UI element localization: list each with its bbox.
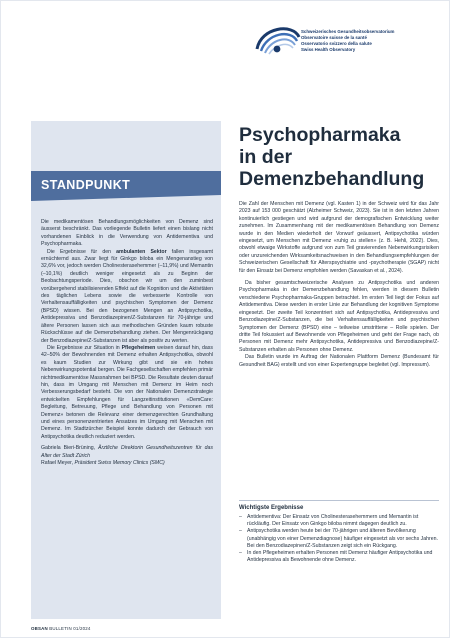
footer-issue: BULLETIN 01/2024	[47, 626, 91, 631]
author-name: Rafael Meyer,	[41, 460, 75, 466]
footer-label	[31, 626, 91, 631]
title-line-3: Demenzbehandlung	[239, 168, 425, 190]
key-results-list	[239, 514, 439, 564]
standpunkt-paragraph-1: Die medikamentösen Behandlungsmöglichkeiten von Demenz sind äusserst beschränkt. Das vorliegende Bulletin liefert einen bislang nicht vorhandenen Einblick in die Verwendung von Antidementiva und Psychopharmaka.	[41, 219, 213, 248]
standpunkt-text	[41, 219, 213, 467]
bold-pflegeheime: Pflegeheimen	[121, 344, 156, 351]
logo-line-2: Observatoire suisse de la santé	[301, 35, 367, 40]
text-span: Die Ergebnisse zur Situation in	[47, 344, 122, 351]
list-item: – Antidementiva: Der Einsatz von Cholinesterasehemmern und Memantin ist rückläufig. Der Einsatz von Ginkgo biloba nimmt dagegen deutlich zu.	[239, 514, 439, 528]
key-results-box	[239, 500, 439, 564]
page-title	[239, 124, 439, 190]
logo-text	[301, 29, 394, 53]
author-1	[41, 445, 213, 460]
key-results-heading: Wichtigste Ergebnisse	[239, 505, 304, 511]
text-span: Die Ergebnisse für den	[47, 248, 117, 255]
list-item: – In den Pflegeheimen erhalten Personen mit Demenz häufiger Antipsychotika und Antidepressiva als Bewohnende ohne Demenz.	[239, 550, 439, 564]
standpunkt-paragraph-3	[41, 345, 213, 441]
title-line-2: in der	[239, 146, 293, 168]
standpunkt-heading: STANDPUNKT	[41, 178, 131, 192]
author-role: Ärztliche Direktorin Gesundheitszentren für das Alter der Stadt Zürich	[41, 445, 213, 459]
author-role: Präsident Swiss Memory Clinics (SMC)	[74, 460, 165, 466]
main-text	[239, 201, 439, 369]
obsan-swirl-icon	[253, 19, 301, 67]
main-paragraph-1: Die Zahl der Menschen mit Demenz (vgl. Kasten 1) in der Schweiz wird für das Jahr 2023 auf 153 000 geschätzt (Alzheimer Schweiz, 2023). Sie ist in den letzten Jahren kontinuierlich gestiegen und wird aufgrund der demografischen Entwicklung weiter zunehmen. Im Zusammenhang mit der medikamentösen Behandlung von Demenz wurde in den Medien wiederholt der Vorwurf geäussert, Antipsychotika würden eingesetzt, um Menschen mit Demenz «ruhig zu stellen» (z. B. Hehli, 2022). Dies, obwohl etwaige Wirkstoffe aufgrund von zum Teil gravierenden Nebenwirkungsrisiken oder unzureichenden Wirksamkeitsnachweisen in den Behandlungsempfehlungen der Schweizerischen Gesellschaft für Alterspsychiatrie und -psychotherapie (SGAP) nicht für den Einsatz bei Demenz empfohlen werden (Savaskan et al., 2024).	[239, 201, 439, 274]
title-line-1: Psychopharmaka	[239, 124, 401, 146]
logo-line-4: Swiss Health Observatory	[301, 47, 356, 52]
main-paragraph-3: Das Bulletin wurde im Auftrag der Nationalen Plattform Demenz (Bundesamt für Gesundheit BAG) erstellt und von einer Expertengruppe begleitet (vgl. Impressum).	[239, 354, 439, 368]
text-span: fallen insgesamt ernüchternd aus. Zwar liegt für Ginkgo biloba ein Mengenanstieg von 32,6% vor, jedoch werden Cholinesterasehemmer (–11,9%) und Memantin (–10,1%) deutlich weniger eingesetzt als zu Beginn der Beobachtungsperiode. Dies, obschon wir um den zuminbest vorübergehend stabilisierenden Effekt auf die Kognition und die Aktivitäten des täglichen Lebens sowie die verbesserte Kontrolle von Verhaltensauffälligkeiten und psychischen Symptomen der Demenz (BPSD) wissen. Bei den bezogenen Mengen an Antipsychotika, Antidepressiva und Benzodiazepinen/Z-Substanzen für 70-jährige und ältere Personen lassen sich aus methodischen Gründen kaum robuste Rückschlüsse auf die Demenzbehandlung ziehen. Der Mengenrückgang der Benzodiazepine/Z-Substanzen ist aber als positiv zu werten.	[41, 248, 213, 344]
logo-line-3: Osservatorio svizzero della salute	[301, 41, 372, 46]
list-item: – Antipsychotika werden heute bei der 70-jährigen und älteren Bevölkerung (unabhängig von einer Demenzdiagnose) häufiger eingesetzt als vor sechs Jahren. Bei den Benzodiazepinen/Z-Substanzen zeigt sich ein Rückgang.	[239, 528, 439, 550]
author-name: Gabriela Bieri-Brüning,	[41, 445, 99, 452]
author-2	[41, 460, 213, 467]
text-span: weisen darauf hin, dass 42–50% der Bewohnenden mit Demenz erhalten Antipsychotika, obwohl es kaum Studien zur Wirkung gibt und sie ein hohes Nebenwirkungspotential bergen. Die Fachgesellschaften empfehlen primär nichtmedikamentöse Massnahmen bei BPSD. Die Resultate deuten darauf hin, dass im Umgang mit Menschen mit Demenz im Heim noch Verbesserungsbedarf besteht. Die von der Nationalen Demenzstrategie entwickelten Empfehlungen für Langzeitinstitutionen «DemCare: Begleitung, Betreuung, Pflege und Behandlung von Personen mit Demenz» betonen die Relevanz einer demenzgerechten Grundhaltung und eines personenzentrierten Ansatzes im Umgang mit Menschen mit Demenz. Im Stadtzürcher Beispiel konnte dadurch der Gebrauch von Antipsychotika deutlich reduziert werden.	[41, 344, 213, 440]
standpunkt-banner	[31, 171, 221, 201]
logo-line-1: Schweizerisches Gesundheitsobservatorium	[301, 29, 395, 34]
bold-ambulant: ambulanten Sektor	[116, 248, 167, 255]
footer-source: OBSAN	[31, 626, 48, 631]
standpunkt-paragraph-2	[41, 249, 213, 345]
obsan-logo	[253, 19, 443, 67]
main-paragraph-2: Da bisher gesamtschweizerische Analysen zu Antipsychotika und anderen Psychopharmaka in der Demenzbehandlung fehlen, werden in diesem Bulletin verschiedene Psychopharmaka-Gruppen betrachtet. Im ersten Teil liegt der Fokus auf Antidementiva. Diese werden in erster Linie zur Behandlung der kognitiven Symptome eingesetzt. Der zweite Teil konzentriert sich auf Antipsychotika, Antidepressiva und Benzodiazepine/Z-Substanzen, die bei Verhaltensauffälligkeiten und psychischen Symptomen der Demenz (BPSD) eine – teilweise umstrittene – Rolle spielen. Der dritte Teil fokussiert auf Bewohnende von Pflegeheimen und geht der Frage nach, ob Personen mit Demenz mehr Antipsychotika, Antidepressiva und Benzodiazepine/Z-Substanzen erhalten als Personen ohne Demenz.	[239, 280, 439, 353]
authors	[41, 445, 213, 467]
